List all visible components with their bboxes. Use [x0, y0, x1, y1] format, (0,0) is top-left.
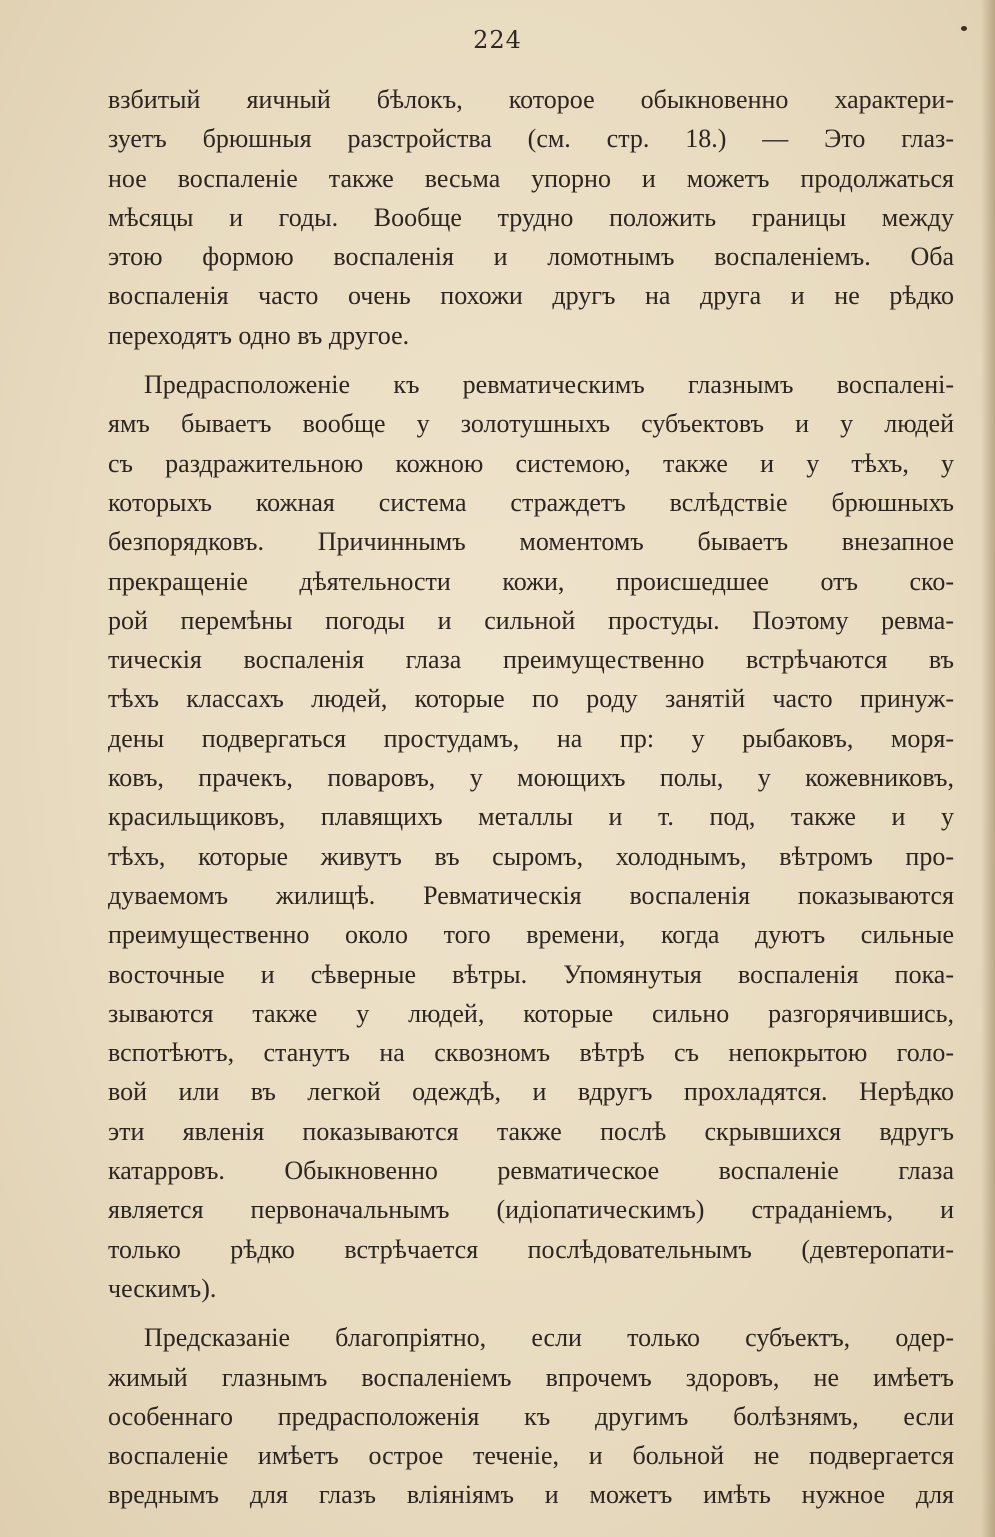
text-line: дены подвергаться простудамъ, на пр: у рыбаковъ, моря-: [108, 723, 954, 753]
text-line: которыхъ кожная система страждетъ вслѣдствіе брюшныхъ: [108, 487, 954, 517]
text-line: Предрасположеніе къ ревматическимъ глазнымъ воспалені-: [144, 370, 954, 400]
text-line: ямъ бываетъ вообще у золотушныхъ субъектовъ и у людей: [108, 409, 954, 439]
text-line: ковъ, прачекъ, поваровъ, у моющихъ полы, у кожевниковъ,: [108, 763, 954, 793]
text-line: прекращеніе дѣятельности кожи, происшедшее отъ ско-: [108, 566, 954, 596]
text-line: зуетъ брюшныя разстройства (см. стр. 18.) — Это глаз-: [108, 124, 954, 154]
text-line: тѣхъ классахъ людей, которые по роду занятій часто принуж-: [108, 684, 954, 714]
text-line: вреднымъ для глазъ вліяніямъ и можетъ имѣть нужное для: [108, 1480, 954, 1510]
text-line: Предсказаніе благопріятно, если только субъектъ, одер-: [144, 1323, 954, 1353]
text-line: преимущественно около того времени, когда дуютъ сильные: [108, 920, 954, 950]
text-line: этою формою воспаленія и ломотнымъ воспаленіемъ. Оба: [108, 242, 954, 272]
text-line: мѣсяцы и годы. Вообще трудно положить границы между: [108, 202, 954, 232]
text-line: ческимъ).: [108, 1273, 217, 1303]
text-line: эти явленія показываются также послѣ скрывшихся вдругъ: [108, 1116, 954, 1146]
text-line: вспотѣютъ, станутъ на сквозномъ вѣтрѣ съ непокрытою голо-: [108, 1038, 954, 1068]
text-line: воспаленія часто очень похожи другъ на друга и не рѣдко: [108, 281, 954, 311]
text-line: вой или въ легкой одеждѣ, и вдругъ прохладятся. Нерѣдко: [108, 1077, 954, 1107]
text-line: взбитый яичный бѣлокъ, которое обыкновенно характери-: [108, 85, 954, 114]
text-line: красильщиковъ, плавящихъ металлы и т. под, также и у: [108, 802, 954, 832]
text-line: только рѣдко встрѣчается послѣдовательнымъ (девтеропати-: [108, 1234, 954, 1264]
paragraph-2: [108, 365, 954, 1308]
paragraph-1: [108, 80, 954, 355]
text-line: катарровъ. Обыкновенно ревматическое воспаленіе глаза: [108, 1156, 954, 1186]
text-line: зываются также у людей, которые сильно разгорячившись,: [108, 998, 954, 1028]
text-line: тическія воспаленія глаза преимущественно встрѣчаются въ: [108, 645, 954, 675]
text-line: дуваемомъ жилищѣ. Ревматическія воспаленія показываются: [108, 880, 954, 910]
page-edge-shadow: [981, 0, 995, 1537]
text-line: безпорядковъ. Причиннымъ моментомъ бываетъ внезапное: [108, 527, 954, 557]
text-line: восточные и сѣверные вѣтры. Упомянутыя воспаленія пока-: [108, 959, 954, 989]
text-line: переходятъ одно въ другое.: [108, 320, 410, 350]
paragraph-3: [108, 1318, 954, 1514]
text-line: тѣхъ, которые живутъ въ сыромъ, холоднымъ, вѣтромъ про-: [108, 841, 954, 871]
text-line: ное воспаленіе также весьма упорно и можетъ продолжаться: [108, 163, 954, 193]
page-number: 224: [473, 26, 522, 54]
text-line: жимый глазнымъ воспаленіемъ впрочемъ здоровъ, не имѣетъ: [108, 1362, 954, 1392]
text-line: особеннаго предрасположенія къ другимъ болѣзнямъ, если: [108, 1401, 954, 1431]
text-line: съ раздражительною кожною системою, также и у тѣхъ, у: [108, 448, 954, 478]
body-text: [108, 80, 954, 1515]
text-line: воспаленіе имѣетъ острое теченіе, и больной не подвергается: [108, 1441, 954, 1471]
text-line: является первоначальнымъ (идіопатическимъ) страданіемъ, и: [108, 1195, 954, 1225]
text-line: рой перемѣны погоды и сильной простуды. Поэтому ревма-: [108, 605, 954, 635]
